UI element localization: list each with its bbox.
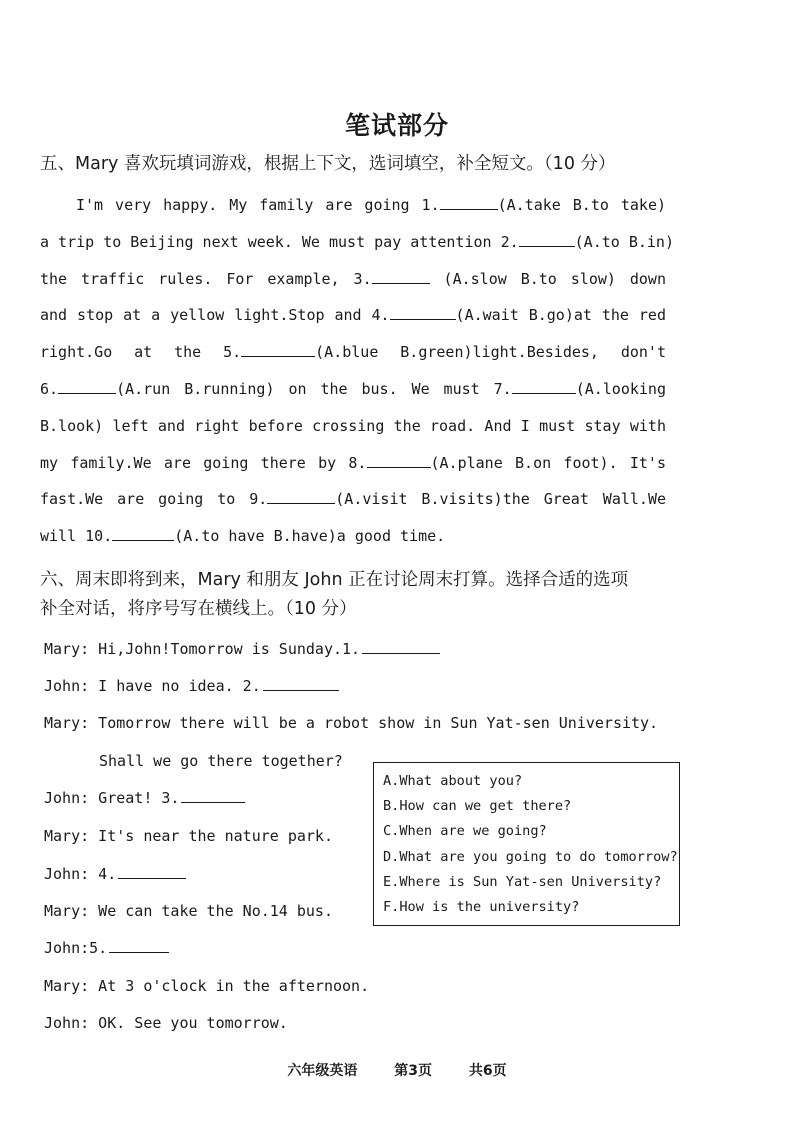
dialogue-line (44, 705, 658, 741)
passage-text: (A.blue B.green)light.Besides, don't (315, 343, 666, 362)
answer-blank[interactable] (512, 379, 576, 394)
passage-text: (A.slow B.to slow) down (429, 269, 666, 288)
passage-line (40, 187, 666, 224)
dialogue-text: John: Great! 3. (44, 789, 180, 807)
passage-text: (A.visit B.visits)the Great Wall.We (335, 490, 667, 509)
dialogue-line (44, 1005, 288, 1041)
dialogue-text: Mary: It's near the nature park. (44, 827, 333, 845)
answer-blank[interactable] (519, 232, 575, 247)
passage-line (40, 408, 666, 445)
dialogue-text: John: I have no idea. 2. (44, 677, 261, 695)
dialogue-text: Shall we go there together? (99, 752, 343, 770)
footer-page: 第3页 (394, 1063, 432, 1079)
passage-line (40, 445, 666, 482)
passage-line (40, 481, 666, 518)
answer-blank[interactable] (112, 526, 174, 541)
passage-text: (A.wait B.go)at the red (455, 306, 666, 325)
section-6-heading-line-1: 六、周末即将到来，Mary 和朋友 John 正在讨论周末打算。选择合适的选项 (40, 570, 629, 590)
passage-text: a trip to Beijing next week. We must pay attention 2. (40, 232, 519, 251)
passage-text: fast.We are going to 9. (40, 490, 268, 509)
dialogue-text: John:5. (44, 939, 108, 957)
passage-line (40, 371, 666, 408)
dialogue-text: Mary: At 3 o'clock in the afternoon. (44, 977, 370, 995)
answer-blank[interactable] (267, 489, 335, 504)
answer-blank[interactable] (109, 938, 169, 953)
passage-line (40, 334, 666, 371)
dialogue-line (44, 668, 339, 704)
dialogue-text: John: OK. See you tomorrow. (44, 1014, 288, 1032)
passage-text: (A.to have B.have)a good time. (174, 527, 446, 546)
passage-line (40, 518, 666, 555)
footer-grade: 六年级英语 (287, 1063, 358, 1079)
dialogue-line (44, 818, 333, 854)
passage-text: 6. (40, 379, 59, 398)
passage-text: B.look) left and right before crossing the road. And I must stay with (40, 416, 666, 435)
answer-blank[interactable] (390, 305, 456, 320)
dialogue-line (99, 743, 343, 779)
option-e: E.Where is Sun Yat-sen University? (383, 873, 662, 890)
dialogue-line (44, 968, 369, 1004)
answer-blank[interactable] (367, 453, 431, 468)
option-f: F.How is the university? (383, 899, 580, 916)
dialogue-line (44, 930, 169, 966)
dialogue-text: Mary: Hi,John!Tomorrow is Sunday.1. (44, 640, 361, 658)
passage-text: (A.take B.to take) (497, 196, 666, 214)
option-d: D.What are you going to do tomorrow? (383, 848, 678, 865)
answer-blank[interactable] (181, 788, 245, 803)
passage-text: will 10. (40, 527, 113, 546)
dialogue-line (44, 631, 440, 667)
dialogue-line (44, 856, 186, 892)
passage-line (40, 261, 666, 298)
passage-text: I'm very happy. My family are going 1. (76, 196, 440, 214)
passage-line (40, 297, 666, 334)
option-b: B.How can we get there? (383, 798, 572, 815)
section-5-heading: 五、Mary 喜欢玩填词游戏，根据上下文，选词填空，补全短文。（10 分） (40, 154, 616, 174)
passage-text: right.Go at the 5. (40, 343, 242, 362)
passage-text: and stop at a yellow light.Stop and 4. (40, 306, 390, 325)
answer-blank[interactable] (58, 379, 116, 394)
page-footer (0, 1060, 794, 1080)
section-6-heading-line-2: 补全对话，将序号写在横线上。（10 分） (40, 599, 357, 619)
option-c: C.When are we going? (383, 823, 547, 840)
passage-text: (A.plane B.on foot). It's (430, 453, 666, 472)
dialogue-text: John: 4. (44, 865, 117, 883)
option-a: A.What about you? (383, 773, 523, 789)
passage-text: my family.We are going there by 8. (40, 453, 367, 472)
answer-blank[interactable] (118, 864, 186, 879)
answer-blank[interactable] (440, 195, 498, 210)
dialogue-line (44, 780, 245, 816)
page-title: 笔试部分 (344, 111, 449, 140)
dialogue-line (44, 893, 333, 929)
answer-blank[interactable] (241, 342, 315, 357)
dialogue-text: Mary: We can take the No.14 bus. (44, 902, 333, 920)
passage-text: the traffic rules. For example, 3. (40, 269, 372, 288)
answer-blank[interactable] (263, 676, 339, 691)
passage-text: (A.looking (575, 379, 666, 398)
passage-text: (A.to B.in) (574, 232, 674, 251)
footer-total: 共6页 (468, 1063, 507, 1079)
passage-line (40, 224, 674, 261)
options-box (373, 762, 680, 926)
answer-blank[interactable] (362, 639, 440, 654)
answer-blank[interactable] (372, 269, 430, 284)
cloze-passage (40, 187, 674, 555)
dialogue-text: Mary: Tomorrow there will be a robot show in Sun Yat-sen University. (44, 714, 659, 732)
passage-text: (A.run B.running) on the bus. We must 7. (116, 379, 512, 398)
